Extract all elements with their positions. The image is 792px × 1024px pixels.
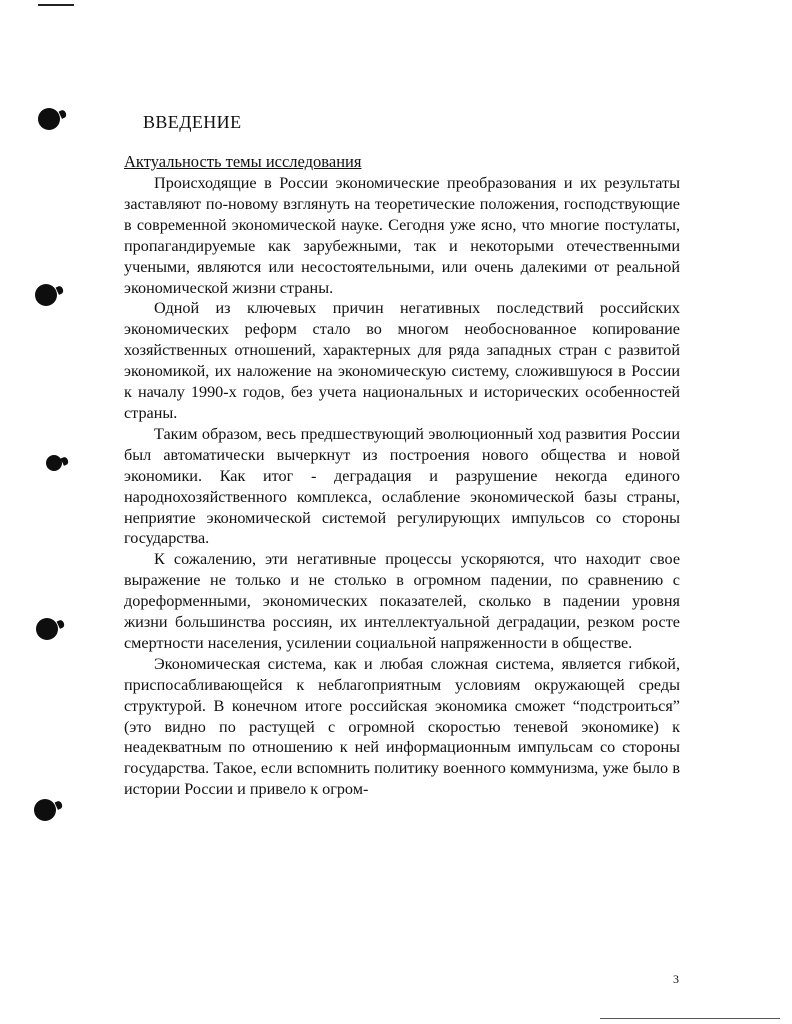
scan-artifact-top <box>38 4 74 6</box>
hole-punch-mark <box>36 618 58 640</box>
paragraph: Одной из ключевых причин негативных последствий российских экономических реформ стало во многом необоснованное копирование хозяйственных отношений, характерных для ряда западных стран с развитой экономикой, их наложение на экономическую систему, сложившуюся в России к началу 1990-х годов, без учета национальных и исторических особенностей страны. <box>124 299 680 422</box>
scan-artifact-bottom <box>600 1018 780 1019</box>
hole-punch-mark <box>46 455 62 471</box>
paragraph: Таким образом, весь предшествующий эволюционный ход развития России был автоматически вычеркнут из построения нового общества и новой экономики. Как итог - деградация и разрушение некогда единого народнохозяйственного комплекса, ослабление экономической базы страны, неприятие экономической системой регулирующих импульсов со стороны государства. <box>124 424 680 548</box>
paragraph: Происходящие в России экономические преобразования и их результаты заставляют по-новому взглянуть на теоретические положения, господствующие в современной экономической науке. Сегодня уже ясно, что многие постулаты, пропагандируемые как зарубежными, так и некоторыми отечественными учеными, являются или несостоятельными, или очень далекими от реальной экономической жизни страны. <box>124 174 680 297</box>
hole-punch-mark <box>35 284 57 306</box>
paragraph: Экономическая система, как и любая сложная система, является гибкой, приспосабливающейся к неблагоприятным условиям окружающей среды структурой. В конечном итоге российская экономика сможет “подстроиться” (это видно по растущей с огромной скоростью теневой экономике) к неадекватным по отношению к ней информационным импульсам со стороны государства. Такое, если вспомнить политику военного коммунизма, уже было в истории России и привело к огром- <box>124 654 680 799</box>
document-heading: ВВЕДЕНИЕ <box>143 112 242 132</box>
paragraph: К сожалению, эти негативные процессы ускоряются, что находит свое выражение не только и не столько в огромном падении, по сравнению с дореформенными, экономических показателей, сколько в падении уровня жизни большинства россиян, их интеллектуальной деградации, резком росте смертности населения, усилении социальной напряженности в обществе. <box>124 550 680 652</box>
hole-punch-mark <box>34 799 56 821</box>
document-body <box>124 173 680 800</box>
page-number: 3 <box>673 972 679 986</box>
hole-punch-mark <box>38 108 60 130</box>
section-title: Актуальность темы исследования <box>124 152 362 171</box>
